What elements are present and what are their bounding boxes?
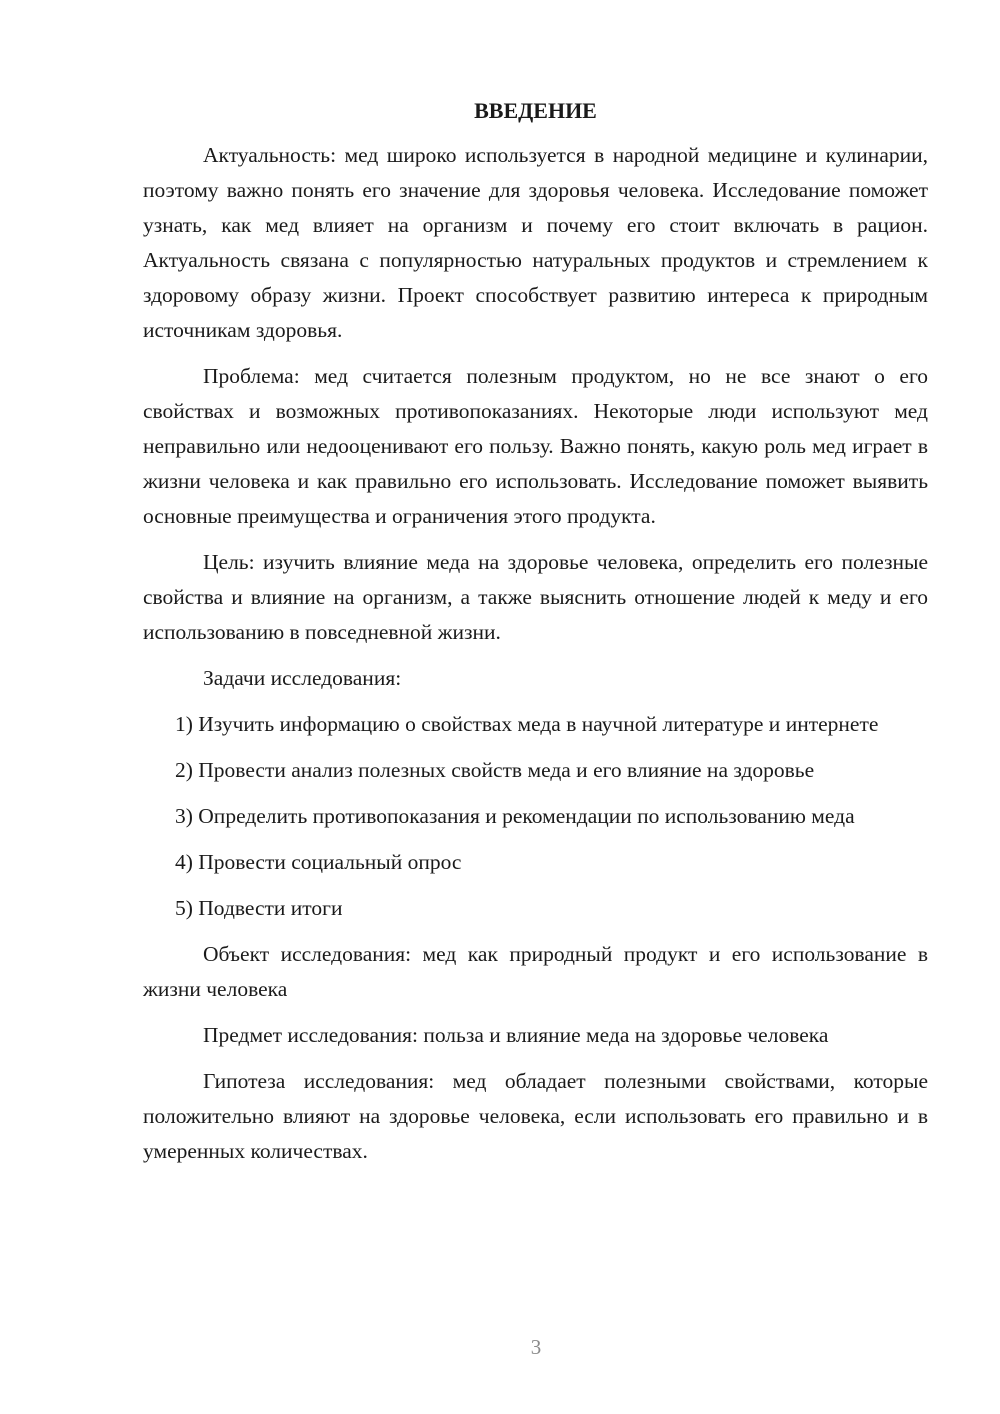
paragraph-relevance: Актуальность: мед широко используется в народной медицине и кулинарии, поэтому важно понять его значение для здоровья человека. Исследование поможет узнать, как мед влияет на организм и почему его стоит включать в рацион. Актуальность связана с популярностью натуральных продуктов и стремлением к здоровому образу жизни. Проект способствует развитию интереса к природным источникам здоровья. — [143, 143, 928, 342]
task-item-4: 4) Провести социальный опрос — [175, 850, 462, 874]
task-item-1: 1) Изучить информацию о свойствах меда в научной литературе и интернете — [175, 712, 879, 736]
task-item-2: 2) Провести анализ полезных свойств меда и его влияние на здоровье — [175, 758, 815, 782]
paragraph-hypothesis: Гипотеза исследования: мед обладает полезными свойствами, которые положительно влияют на здоровье человека, если использовать его правильно и в умеренных количествах. — [143, 1069, 928, 1163]
task-item-3: 3) Определить противопоказания и рекомендации по использованию меда — [175, 804, 855, 828]
section-title: ВВЕДЕНИЕ — [474, 98, 597, 123]
task-item-5: 5) Подвести итоги — [175, 896, 343, 920]
paragraph-object: Объект исследования: мед как природный продукт и его использование в жизни человека — [143, 942, 928, 1001]
paragraph-subject: Предмет исследования: польза и влияние меда на здоровье человека — [203, 1023, 829, 1047]
document-page — [143, 96, 928, 1180]
page-number: 3 — [530, 1335, 542, 1359]
tasks-heading: Задачи исследования: — [203, 666, 402, 690]
paragraph-problem: Проблема: мед считается полезным продуктом, но не все знают о его свойствах и возможных противопоказаниях. Некоторые люди используют мед неправильно или недооценивают его пользу. Важно понять, какую роль мед играет в жизни человека и как правильно его использовать. Исследование поможет выявить основные преимущества и ограничения этого продукта. — [143, 364, 928, 528]
paragraph-goal: Цель: изучить влияние меда на здоровье человека, определить его полезные свойства и влияние на организм, а также выяснить отношение людей к меду и его использованию в повседневной жизни. — [143, 550, 928, 644]
